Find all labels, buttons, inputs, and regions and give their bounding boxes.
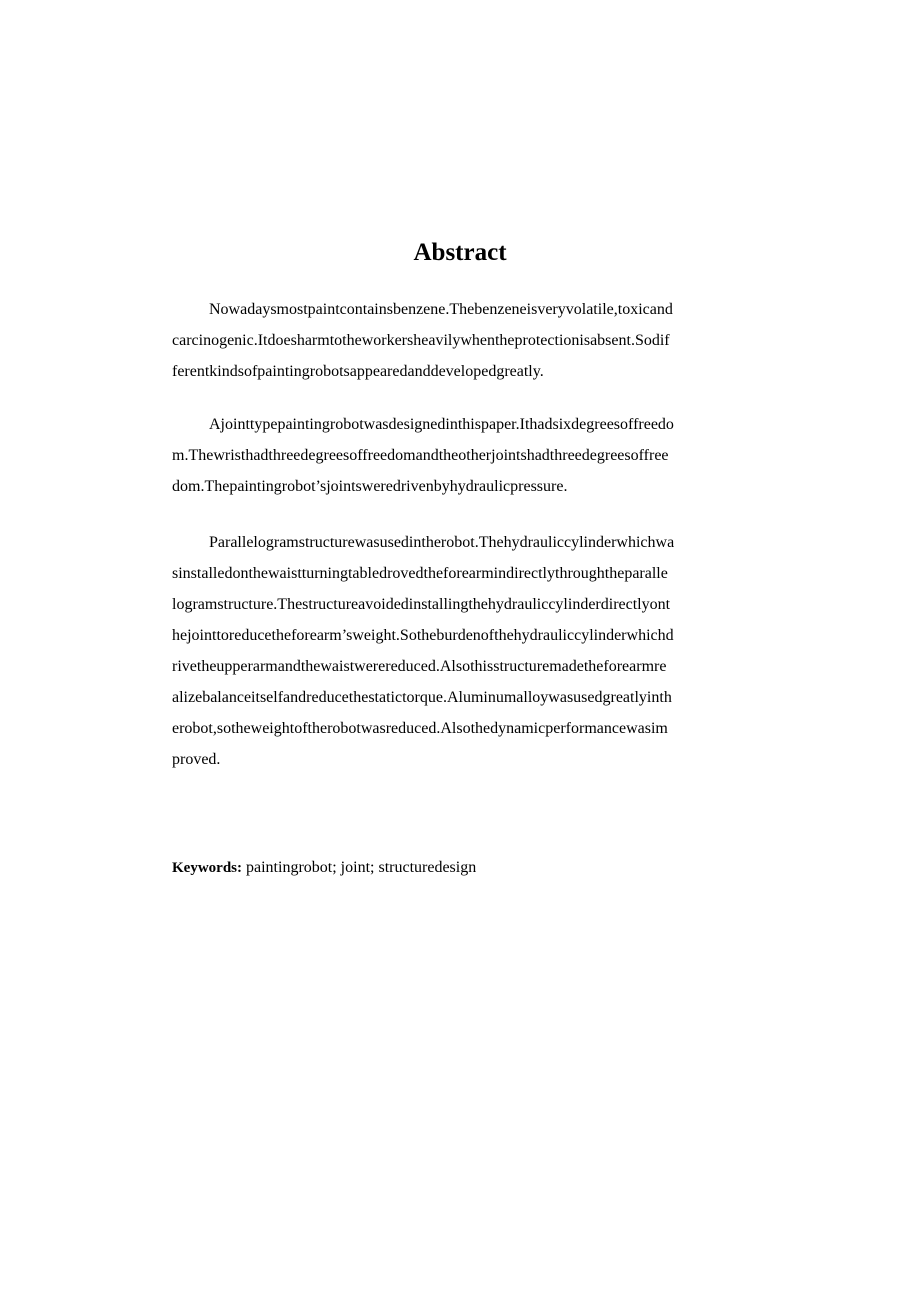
keyword-separator: ;	[370, 859, 375, 876]
paragraph-line: Parallelogramstructurewasusedintherobot.Thehydrauliccylinderwhichwa	[209, 534, 675, 551]
abstract-paragraph-2	[172, 409, 762, 502]
paragraph-line: carcinogenic.Itdoesharmtotheworkersheavilywhentheprotectionisabsent.Sodif	[172, 332, 670, 349]
paragraph-line: dom.Thepaintingrobot’sjointsweredrivenbyhydraulicpressure.	[172, 478, 568, 495]
keyword: joint	[340, 859, 371, 876]
paragraph-line: erobot,sotheweightoftherobotwasreduced.Alsothedynamicperformancewasim	[172, 720, 668, 737]
keyword: structuredesign	[378, 859, 477, 876]
abstract-paragraph-3	[172, 527, 762, 775]
paragraph-line: Ajointtypepaintingrobotwasdesignedinthispaper.Ithadsixdegreesoffreedo	[209, 416, 674, 433]
paragraph-line: sinstalledonthewaistturningtabledrovedtheforearmindirectlythroughtheparalle	[172, 565, 668, 582]
keywords-label: Keywords:	[172, 860, 242, 876]
paragraph-line: rivetheupperarmandthewaistwerereduced.Alsothisstructuremadetheforearmre	[172, 658, 667, 675]
paragraph-line: logramstructure.Thestructureavoidedinstallingthehydrauliccylinderdirectlyont	[172, 596, 671, 613]
paragraph-line: hejointtoreducetheforearm’sweight.Sotheburdenofthehydrauliccylinderwhichd	[172, 627, 674, 644]
abstract-title: Abstract	[413, 239, 507, 266]
paragraph-line: alizebalanceitselfandreducethestatictorque.Aluminumalloywasusedgreatlyinth	[172, 689, 672, 706]
paragraph-line: m.Thewristhadthreedegreesoffreedomandtheotherjointshadthreedegreesoffree	[172, 447, 669, 464]
keyword-separator: ;	[332, 859, 337, 876]
paragraph-line: ferentkindsofpaintingrobotsappearedanddevelopedgreatly.	[172, 363, 544, 380]
paragraph-line: proved.	[172, 751, 221, 768]
keywords-line	[172, 853, 476, 883]
abstract-paragraph-1	[172, 294, 762, 387]
paragraph-line: Nowadaysmostpaintcontainsbenzene.Thebenzeneisveryvolatile,toxicand	[209, 301, 673, 318]
keyword: paintingrobot	[246, 859, 333, 876]
